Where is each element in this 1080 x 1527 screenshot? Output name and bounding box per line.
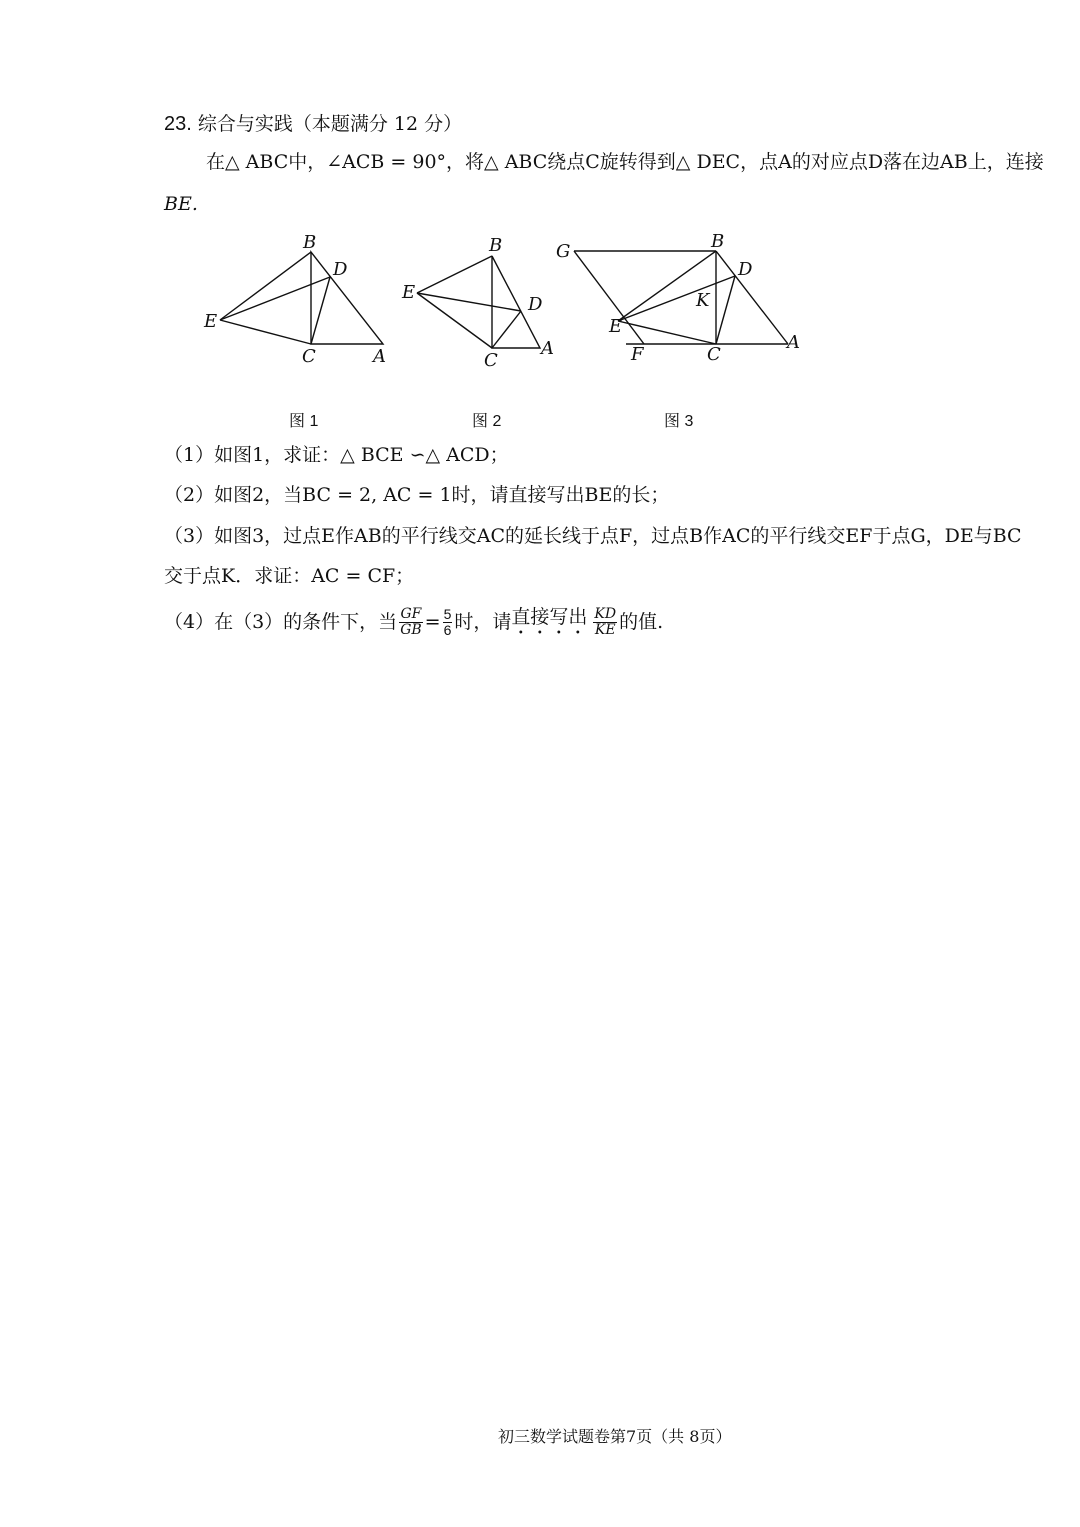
fig2-label-b: B — [489, 235, 503, 256]
fig2-line-ec — [417, 293, 492, 348]
fig3-label-f: F — [631, 344, 644, 365]
fig3-line-ed — [618, 276, 735, 321]
fig1-line-ed — [220, 277, 330, 320]
part-3-line-2: 交于点K．求证：AC = CF； — [164, 565, 415, 587]
fig3-label-g: G — [556, 241, 571, 262]
part-4-prefix: （4）在（3）的条件下，当 — [164, 611, 398, 633]
fraction-kd-ke-denominator: KE — [594, 622, 616, 638]
fig3-label-c: C — [707, 344, 721, 365]
part-1: （1）如图1，求证：△ BCE ∽△ ACD； — [164, 444, 509, 466]
figure-1 — [195, 228, 400, 373]
fig1-label-a: A — [373, 346, 386, 367]
fig3-label-b: B — [711, 231, 725, 252]
fig1-label-b: B — [303, 232, 317, 253]
fig1-line-cd — [311, 277, 330, 344]
fraction-gf-gb-denominator: GB — [400, 622, 422, 638]
fig2-label-a: A — [541, 338, 554, 359]
question-number: 23. — [164, 113, 192, 135]
fig3-line-ec — [618, 321, 716, 344]
figure-1-caption: 图 1 — [289, 413, 319, 430]
fig2-label-d: D — [528, 294, 543, 315]
page-footer: 初三数学试题卷第7页（共 8页） — [498, 1427, 732, 1446]
part-2: （2）如图2，当BC = 2, AC = 1时，请直接写出BE的长； — [164, 484, 670, 506]
fig3-label-d: D — [738, 259, 753, 280]
fig2-line-cd — [492, 311, 521, 348]
fig2-line-ed — [417, 293, 521, 311]
part-3-line-1: （3）如图3，过点E作AB的平行线交AC的延长线于点F，过点B作AC的平行线交EF于点G，DE与BC — [164, 525, 1022, 547]
fig1-line-ec — [220, 320, 311, 344]
intro-line-2: BE. — [164, 193, 198, 215]
fig3-label-k: K — [696, 290, 710, 311]
fraction-kd-ke — [593, 607, 617, 637]
fraction-kd-ke-numerator: KD — [594, 606, 617, 623]
fig1-label-d: D — [333, 259, 348, 280]
fig2-label-e: E — [402, 282, 416, 303]
fraction-gf-gb — [399, 607, 422, 637]
fig3-label-e: E — [609, 316, 623, 337]
figure-3-caption: 图 3 — [664, 413, 694, 430]
question-title: 综合与实践（本题满分 12 分） — [197, 113, 463, 135]
fraction-5-6-denominator: 6 — [443, 622, 452, 638]
figure-2-caption: 图 2 — [472, 413, 502, 430]
intro-line-1: 在△ ABC中，∠ACB = 90°，将△ ABC绕点C旋转得到△ DEC，点A的对应点D落在边AB上，连接 — [206, 151, 1044, 173]
part-4 — [164, 606, 663, 639]
fig2-label-c: C — [484, 350, 498, 371]
part-4-mid: 时，请 — [454, 611, 512, 633]
fig1-label-e: E — [204, 311, 218, 332]
figure-2 — [395, 232, 565, 382]
fig3-line-cd — [716, 276, 735, 344]
fig2-line-eb — [417, 256, 492, 293]
fig1-label-c: C — [302, 346, 316, 367]
question-heading — [164, 114, 462, 134]
part-4-suffix: 的值. — [619, 611, 664, 633]
part-4-equals: = — [424, 611, 441, 633]
fig1-line-eb — [220, 252, 311, 320]
fraction-5-6-numerator: 5 — [443, 606, 452, 623]
part-4-emphasis: 直接写出 — [511, 606, 588, 628]
fraction-gf-gb-numerator: GF — [400, 606, 422, 623]
fraction-5-6 — [443, 607, 453, 637]
fig3-label-a: A — [787, 332, 800, 353]
figure-3 — [550, 228, 810, 373]
